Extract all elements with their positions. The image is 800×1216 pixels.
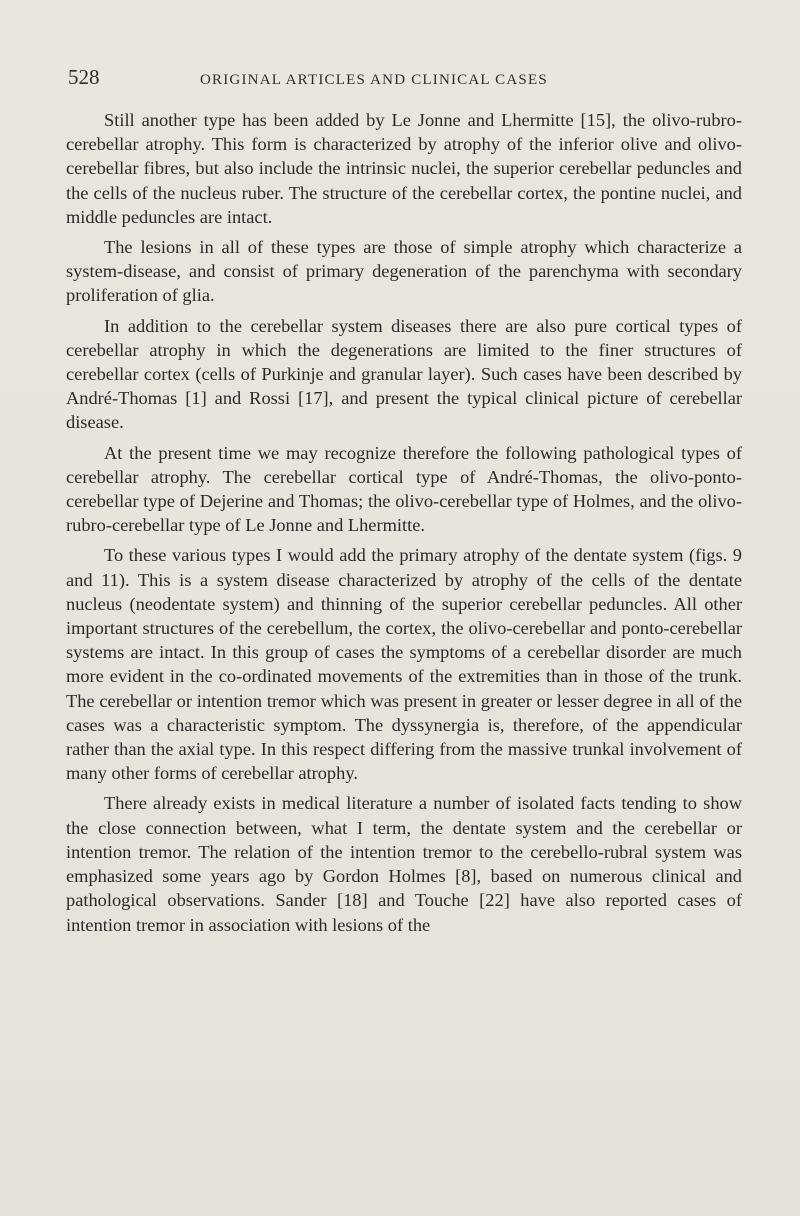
paragraph-1: Still another type has been added by Le Jonne and Lhermitte [15], the olivo-rubro-cerebellar atrophy. This form is characterized by atrophy of the inferior olive and olivo-cerebellar fibres, but also include the intrinsic nuclei, the superior cerebellar peduncles and the cells of the nucleus ruber. The structure of the cerebellar cortex, the pontine nuclei, and middle peduncles are intact. [66,110,742,227]
page-number: 528 [68,65,100,89]
paragraph-5: To these various types I would add the primary atrophy of the dentate system (figs. 9 and 11). This is a system disease characterized by atrophy of the cells of the dentate nucleus (neodentate system) and thinning of the superior cerebellar peduncles. All other important structures of the cerebellum, the cortex, the olivo-cerebellar and ponto-cerebellar systems are intact. In this group of cases the symptoms of a cerebellar disorder are much more evident in the co-ordinated movements of the extremities than in those of the trunk. The cerebellar or intention tremor which was present in greater or lesser degree in all of the cases was a characteristic symptom. The dyssynergia is, therefore, of the appendicular rather than the axial type. In this respect differing from the massive trunkal involvement of many other forms of cerebellar atrophy. [66,545,742,784]
paragraph-2: The lesions in all of these types are those of simple atrophy which characterize a system-disease, and consist of primary degeneration of the parenchyma with secondary proliferation of glia. [66,237,742,306]
paragraph-3: In addition to the cerebellar system diseases there are also pure cortical types of cerebellar atrophy in which the degenerations are limited to the finer structures of cerebellar cortex (cells of Purkinje and granular layer). Such cases have been described by André-Thomas [1] and Rossi [17], and present the typical clinical picture of cerebellar disease. [66,315,742,433]
paragraph-6: There already exists in medical literature a number of isolated facts tending to show the close connection between, what I term, the dentate system and the cerebellar or intention tremor. The relation of the intention tremor to the cerebello-rubral system was emphasized some years ago by Gordon Holmes [8], based on numerous clinical and pathological observations. Sander [18] and Touche [22] have also reported cases of intention tremor in association with lesions of the [66,793,742,935]
article-body [66,108,742,943]
paragraph-4: At the present time we may recognize therefore the following pathological types of cerebellar atrophy. The cerebellar cortical type of André-Thomas, the olivo-ponto-cerebellar type of Dejerine and Thomas; the olivo-cerebellar type of Holmes, and the olivo-rubro-cerebellar type of Le Jonne and Lhermitte. [66,442,742,536]
running-head: ORIGINAL ARTICLES AND CLINICAL CASES [200,72,548,88]
page-header [68,62,740,92]
